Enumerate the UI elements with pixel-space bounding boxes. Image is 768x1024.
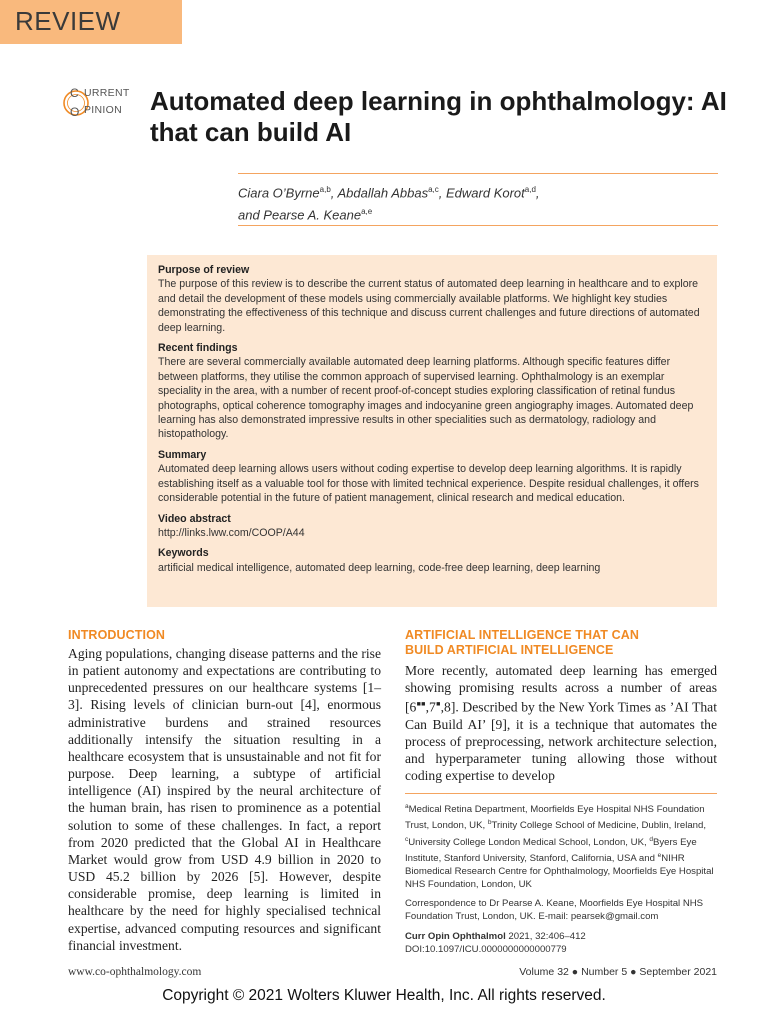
ref-mark-2: ■ [435,700,441,709]
bullet-icon: ● [630,966,637,978]
ai-section-text: More recently, automated deep learning has emerged showing promising results across a number of areas [6■■,7■,8]. Described by the New York Times as ’AI That Can Build AI’ [9], it is a technique that automates the process of preprocessing, network architecture selection, and hyperparameter tuning allowing those without coding expertise to develop [405,663,717,784]
footnotes [405,800,717,956]
review-tag-label: REVIEW [15,6,121,36]
correspondence: Correspondence to Dr Pearse A. Keane, Moorfields Eye Hospital NHS Foundation Trust, London, UK. E-mail: pearsek@gmail.com [405,898,704,923]
summary-text: Automated deep learning allows users without coding expertise to develop deep learning algorithms. It is rapidly establishing itself as a valuable tool for those with limited technical experience. Despite residual challenges, it offers considerable potential in the future of patient management, clinical research and medical education. [158,463,699,505]
article-title: Automated deep learning in ophthalmology: AI that can build AI [150,86,727,147]
keywords-text: artificial medical intelligence, automated deep learning, code-free deep learning, deep learning [158,561,601,574]
findings-text: There are several commercially available automated deep learning platforms. Although specific features differ between platforms, they utilise the common approach of supervised learning. Ophthalmology is an exemplar speciality in the area, with a number of recent proof-of-concept studies exploring classification of retinal fundus photographs, optical coherence tomography images and indocyanine green angiography images. Automated deep learning has also demonstrated impressive results in other specialities such as dermatology, radiology and histopathology. [158,356,694,441]
findings-heading: Recent findings [158,342,238,355]
purpose-text: The purpose of this review is to describe the current status of automated deep learning in healthcare and to explore and detail the development of these models using commercially available platforms. We highlight key studies demonstrating the effectiveness of this technique and discuss current challenges and future directions of automated deep learning. [158,278,700,334]
author-line-1: Ciara O’Byrne$^{a,b}$, Abdallah Abbas$^{a,c}$, Edward Korot$^{a,d}$, [238,185,540,201]
svg-text:C: C [70,86,79,100]
current-opinion-logo [62,82,132,124]
abstract-box [147,255,717,607]
video-heading: Video abstract [158,512,231,525]
svg-text:O: O [70,105,80,119]
author-line-2: and Pearse A. Keane$^{a,e}$ [238,207,373,223]
ai-section-heading [405,628,717,658]
bullet-icon: ● [571,966,579,978]
intro-heading: INTRODUCTION [68,628,166,642]
author-list [238,180,718,225]
title-rule [238,173,718,174]
issue-info: Volume 32 ● Number 5 ● September 2021 [519,966,717,978]
summary-heading: Summary [158,448,207,461]
affiliations: $^a$Medical Retina Department, Moorfields Eye Hospital NHS Foundation Trust, London, UK, $^b$Trinity College School of Medicine, Dublin, Ireland, $^c$University College London Medical School, London, UK, $^d$Byers Eye Institute, Stanford University, Stanford, California, USA and $^e$NIHR Biomedical Research Centre for Ophthalmology, Moorfields Eye Hospital NHS Foundation, London, UK [405,803,714,891]
logo-line1: URRENT [84,87,130,99]
footnote-rule [405,793,717,794]
logo-line2: PINION [84,104,122,116]
ref-mark-1: ■■ [416,700,426,709]
review-tag [0,0,182,44]
video-link[interactable]: http://links.lww.com/COOP/A44 [158,526,305,539]
doi[interactable]: DOI:10.1097/ICU.0000000000000779 [405,943,567,955]
copyright-notice: Copyright © 2021 Wolters Kluwer Health, Inc. All rights reserved. [162,987,606,1004]
website-link[interactable]: www.co-ophthalmology.com [68,966,202,978]
ai-heading-line1: ARTIFICIAL INTELLIGENCE THAT CAN [405,628,639,642]
ai-heading-line2: BUILD ARTIFICIAL INTELLIGENCE [405,643,614,657]
keywords-heading: Keywords [158,547,209,560]
authors-rule [238,225,718,226]
purpose-heading: Purpose of review [158,264,250,276]
journal-citation: Curr Opin Ophthalmol 2021, 32:406–412 [405,930,586,942]
intro-text: Aging populations, changing disease patterns and the rise in patient autonomy and expectations are contributing to unprecedented pressures on our healthcare systems [1–3]. Rising levels of clinician burn-out [4], enormous administrative burdens and strained resources additionally intensify the situation resulting in a healthcare ecosystem that is unsustainable and not fit for purpose. Deep learning, a subtype of artificial intelligence (AI) inspired by the neural architecture of the human brain, has risen to prominence as a potential solution to some of these challenges. In fact, a report from 2020 predicted that the Global AI in Healthcare Market would grow from USD 4.9 billion in 2020 to USD 45.2 billion by 2026 [5]. However, despite considerable promise, deep learning is limited in healthcare by the need for highly specialised technical expertise, advanced computing resources and significant financial investment. [68,646,381,953]
